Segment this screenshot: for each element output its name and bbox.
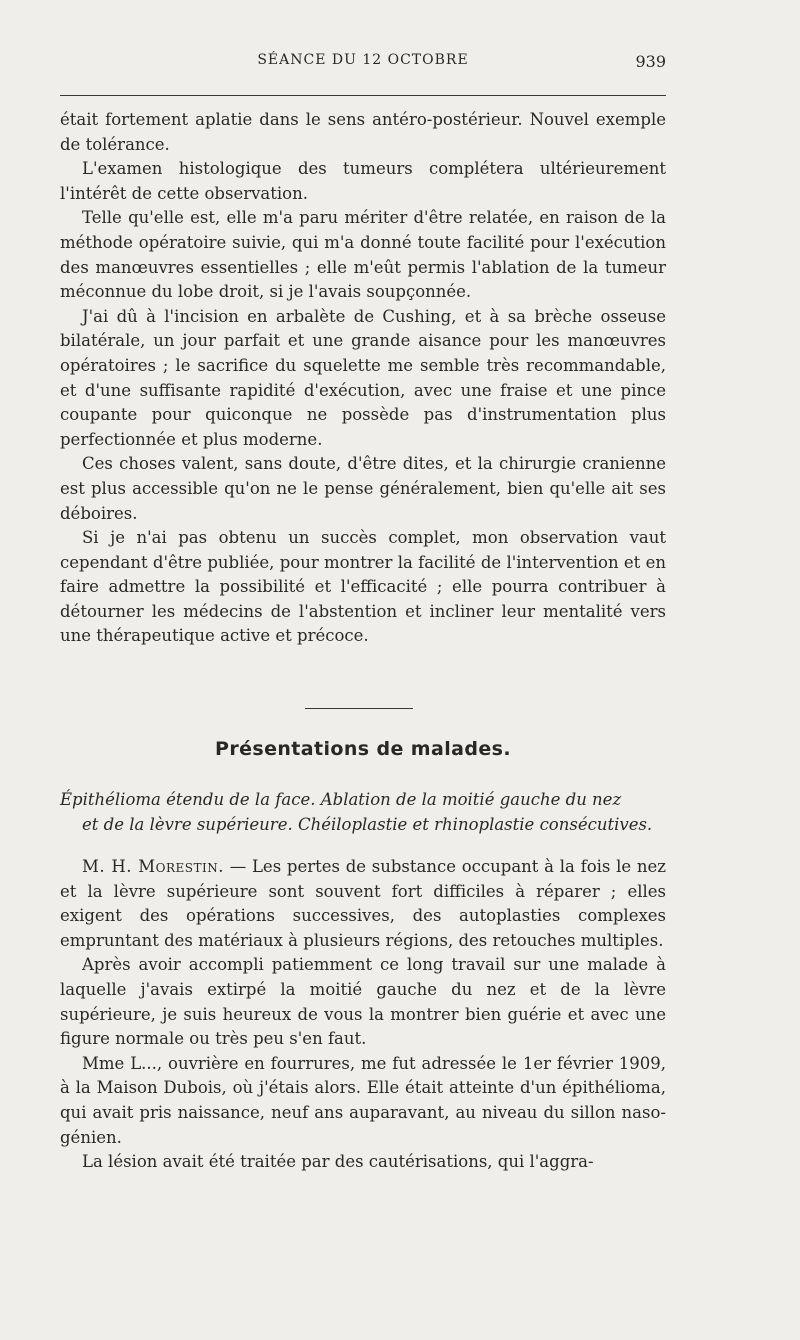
body-text-top bbox=[60, 108, 666, 649]
paragraph: La lésion avait été traitée par des cautérisations, qui l'aggra- bbox=[82, 1152, 594, 1172]
header-rule bbox=[60, 95, 666, 96]
paragraph: J'ai dû à l'incision en arbalète de Cushing, et à sa brèche osseuse bilatérale, un jour parfait et une grande aisance pour les manœuvres opératoires ; le sacrifice du squelette me semble très recommandable, et d'une suffisante rapidité d'exécution, avec une fraise et une pince coupante pour quiconque ne possède pas d'instrumentation plus perfectionnée et plus moderne. bbox=[60, 306, 666, 449]
page-number: 939 bbox=[635, 52, 666, 71]
paragraph: était fortement aplatie dans le sens antéro-postérieur. Nouvel exemple de tolérance. bbox=[60, 110, 666, 154]
case-title-line: et de la lèvre supérieure. Chéiloplastie et rhinoplastie consécutives. bbox=[82, 814, 653, 834]
paragraph: Telle qu'elle est, elle m'a paru mériter d'être relatée, en raison de la méthode opératoire suivie, qui m'a donné toute facilité pour l'exécution des manœuvres essentielles ; elle m'eût permis l'ablation de la tumeur méconnue du lobe droit, si je l'avais soupçonnée. bbox=[60, 208, 666, 302]
section-title: Présentations de malades. bbox=[215, 738, 511, 760]
paragraph: Si je n'ai pas obtenu un succès complet, mon observation vaut cependant d'être publiée, pour montrer la facilité de l'intervention et en faire admettre la possibilité et l'efficacité ; elle pourra contribuer à détourner les médecins de l'abstention et incliner leur mentalité vers une thérapeutique active et précoce. bbox=[60, 528, 666, 646]
paragraph: Ces choses valent, sans doute, d'être dites, et la chirurgie cranienne est plus accessible qu'on ne le pense généralement, bien qu'elle ait ses déboires. bbox=[60, 454, 666, 523]
paragraph bbox=[60, 855, 666, 953]
running-head: SÉANCE DU 12 OCTOBRE bbox=[257, 52, 469, 68]
paragraph: Après avoir accompli patiemment ce long travail sur une malade à laquelle j'avais extirpé la moitié gauche du nez et de la lèvre supérieure, je suis heureux de vous la montrer bien guérie et avec une figure normale ou très peu s'en faut. bbox=[60, 955, 666, 1049]
paragraph: L'examen histologique des tumeurs complétera ultérieurement l'intérêt de cette observation. bbox=[60, 159, 666, 203]
case-title bbox=[60, 788, 666, 837]
author-name: M. H. Morestin. bbox=[82, 857, 224, 876]
paragraph-text: — Les pertes de substance occupant à la fois le nez et la lèvre supérieure sont souvent fort difficiles à réparer ; elles exigent des opérations successives, des autoplasties complexes empruntant des matériaux à plusieurs régions, des retouches multiples. bbox=[60, 857, 666, 950]
page-header bbox=[60, 52, 666, 74]
body-text-bottom bbox=[60, 855, 666, 1175]
section-separator bbox=[305, 708, 413, 709]
case-title-line: Épithélioma étendu de la face. Ablation de la moitié gauche du nez bbox=[60, 790, 622, 809]
paragraph: Mme L..., ouvrière en fourrures, me fut adressée le 1er février 1909, à la Maison Dubois, où j'étais alors. Elle était atteinte d'un épithélioma, qui avait pris naissance, neuf ans auparavant, au niveau du sillon naso-génien. bbox=[60, 1053, 666, 1147]
